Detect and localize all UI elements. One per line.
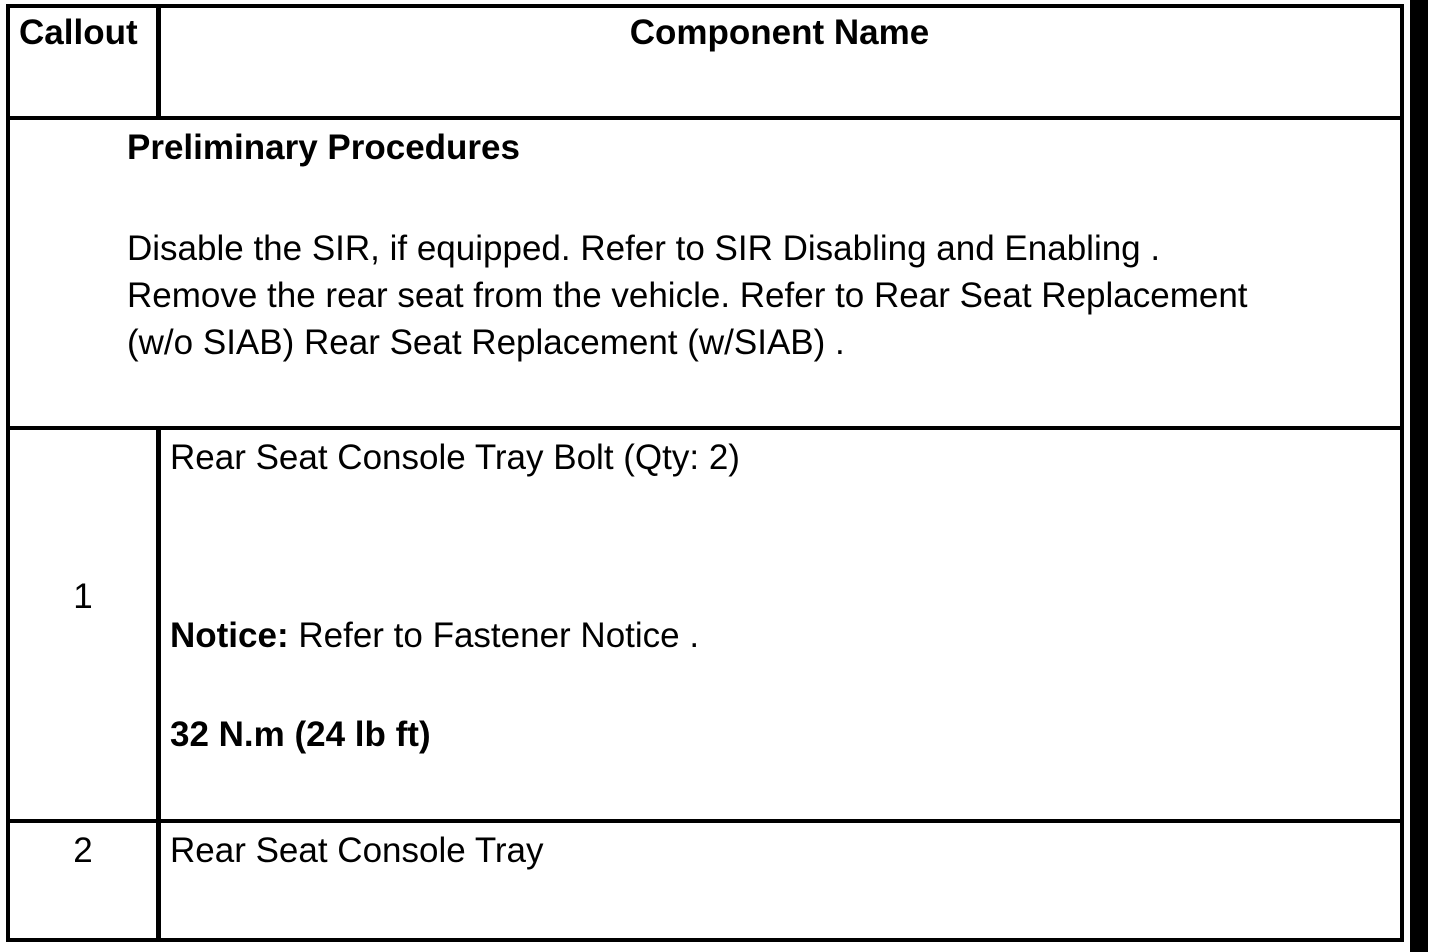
preliminary-line: Remove the rear seat from the vehicle. Refer to Rear Seat Replacement [127, 276, 1248, 315]
header-divider [6, 116, 1404, 120]
notice-line [170, 612, 699, 659]
preliminary-heading: Preliminary Procedures [127, 128, 520, 167]
preliminary-divider [6, 426, 1404, 430]
row-divider [6, 819, 1404, 823]
notice-label: Notice: [170, 616, 289, 655]
component-name: Rear Seat Console Tray [170, 831, 544, 870]
right-edge-bar [1410, 0, 1428, 952]
column-divider-body [156, 426, 161, 938]
callout-header: Callout [19, 13, 138, 52]
preliminary-line: Disable the SIR, if equipped. Refer to SIR Disabling and Enabling . [127, 229, 1161, 268]
torque-spec: 32 N.m (24 lb ft) [170, 715, 431, 754]
component-name: Rear Seat Console Tray Bolt (Qty: 2) [170, 438, 740, 477]
notice-text: Refer to Fastener Notice . [288, 616, 700, 655]
callout-number: 1 [73, 577, 93, 616]
callout-number: 2 [73, 831, 93, 870]
preliminary-line: (w/o SIAB) Rear Seat Replacement (w/SIAB) . [127, 323, 845, 362]
component-name-header: Component Name [629, 13, 930, 52]
